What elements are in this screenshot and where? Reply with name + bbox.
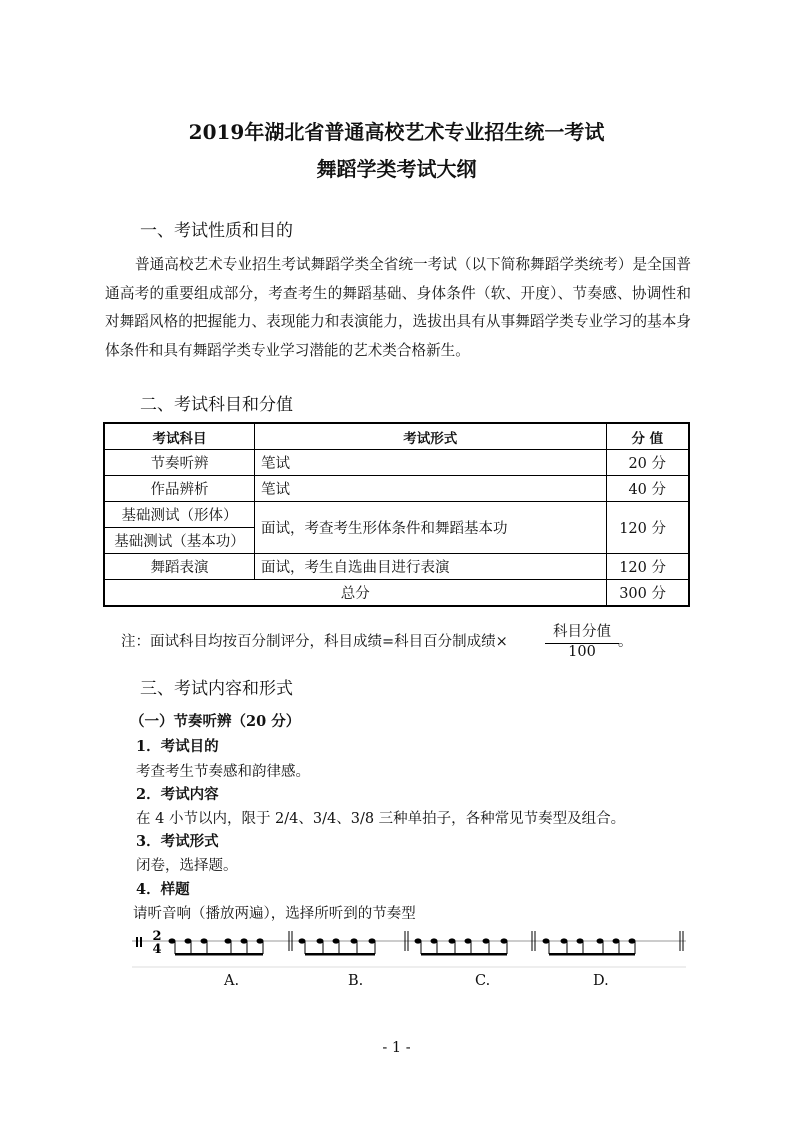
item-text: 在 4 小节以内，限于 2/4、3/4、3/8 三种单拍子，各种常见节奏型及组合。 [136,811,626,827]
form-cell: 面试，考生自选曲目进行表演 [255,554,607,580]
note-head [185,938,192,943]
note-head [225,938,232,943]
note-head [351,938,358,943]
note-head [501,938,508,943]
subject-cell: 舞蹈表演 [104,554,255,580]
table-row [104,554,689,580]
note-head [169,938,176,943]
note-head [543,938,550,943]
note-head [317,938,324,943]
score-note: 注：面试科目均按百分制评分，科目成绩=科目百分制成绩× [121,634,508,650]
note-head [577,938,584,943]
note-head [597,938,604,943]
total-label: 总分 [104,580,606,607]
subject-cell: 作品辨析 [104,476,255,502]
note-head [449,938,456,943]
note-head [561,938,568,943]
header-score: 分 值 [606,423,689,450]
item-label: 3．考试形式 [136,833,219,850]
form-cell: 笔试 [255,476,607,502]
score-cell: 40 分 [606,476,689,502]
note-head [415,938,422,943]
title-line-2: 舞蹈学类考试大纲 [316,157,477,181]
option-c: C. [475,973,491,989]
fraction-numerator: 科目分值 [545,620,619,644]
item-text: 闭卷，选择题。 [136,858,238,874]
header-subject: 考试科目 [104,423,255,450]
score-cell: 120 分 [606,554,689,580]
note-beam [549,953,635,956]
item-label: 4．样题 [136,881,190,898]
score-table [103,422,690,607]
note-head [299,938,306,943]
subject-cell: 基础测试（形体） [104,502,255,528]
note-beam [421,953,507,956]
table-total-row [104,580,689,607]
note-head [629,938,636,943]
note-head [241,938,248,943]
option-b: B. [348,973,364,989]
score-fraction [545,620,619,660]
item-text: 考查考生节奏感和韵律感。 [136,764,310,780]
item-text: 请听音响（播放两遍），选择所听到的节奏型 [133,906,416,922]
form-cell: 笔试 [255,450,607,476]
item-label: 2．考试内容 [136,786,219,803]
title-line-1: 2019年湖北省普通高校艺术专业招生统一考试 [188,120,605,144]
fraction-denominator: 100 [568,644,596,660]
note-head [257,938,264,943]
option-a: A. [224,973,240,989]
score-cell: 120 分 [606,502,689,554]
note-head [431,938,438,943]
table-row [104,502,689,528]
note-beam [175,953,263,956]
section-3-heading: 三、考试内容和形式 [140,679,293,699]
rhythm-notation [130,925,690,970]
form-cell: 面试，考查考生形体条件和舞蹈基本功 [255,502,607,554]
section-2-heading: 二、考试科目和分值 [140,395,293,415]
table-row [104,476,689,502]
section-1-heading: 一、考试性质和目的 [140,221,293,241]
note-head [465,938,472,943]
subject-cell: 节奏听辨 [104,450,255,476]
score-cell: 20 分 [606,450,689,476]
note-head [613,938,620,943]
note-head [483,938,490,943]
section-1-paragraph: 普通高校艺术专业招生考试舞蹈学类全省统一考试（以下简称舞蹈学类统考）是全国普通高考的重要组成部分，考查考生的舞蹈基础、身体条件（软、开度）、节奏感、协调性和对舞蹈风格的把握能力、表现能力和表演能力，选拔出具有从事舞蹈学类专业学习的基本身体条件和具有舞蹈学类专业学习潜能的艺术类合格新生。 [105,256,691,359]
note-end: 。 [618,634,633,650]
table-row [104,450,689,476]
option-d: D. [593,973,609,989]
note-head [333,938,340,943]
header-form: 考试形式 [255,423,607,450]
time-signature-bottom: 4 [152,942,162,957]
item-label: 1．考试目的 [136,738,219,755]
time-signature-top: 2 [152,929,162,944]
note-beam [305,953,375,956]
total-score: 300 分 [606,580,689,607]
note-head [369,938,376,943]
subject-cell: 基础测试（基本功） [104,528,255,554]
note-head [201,938,208,943]
table-header-row [104,423,689,450]
page-number: - 1 - [382,1040,411,1056]
subsection-heading: （一）节奏听辨（20 分） [130,713,301,730]
